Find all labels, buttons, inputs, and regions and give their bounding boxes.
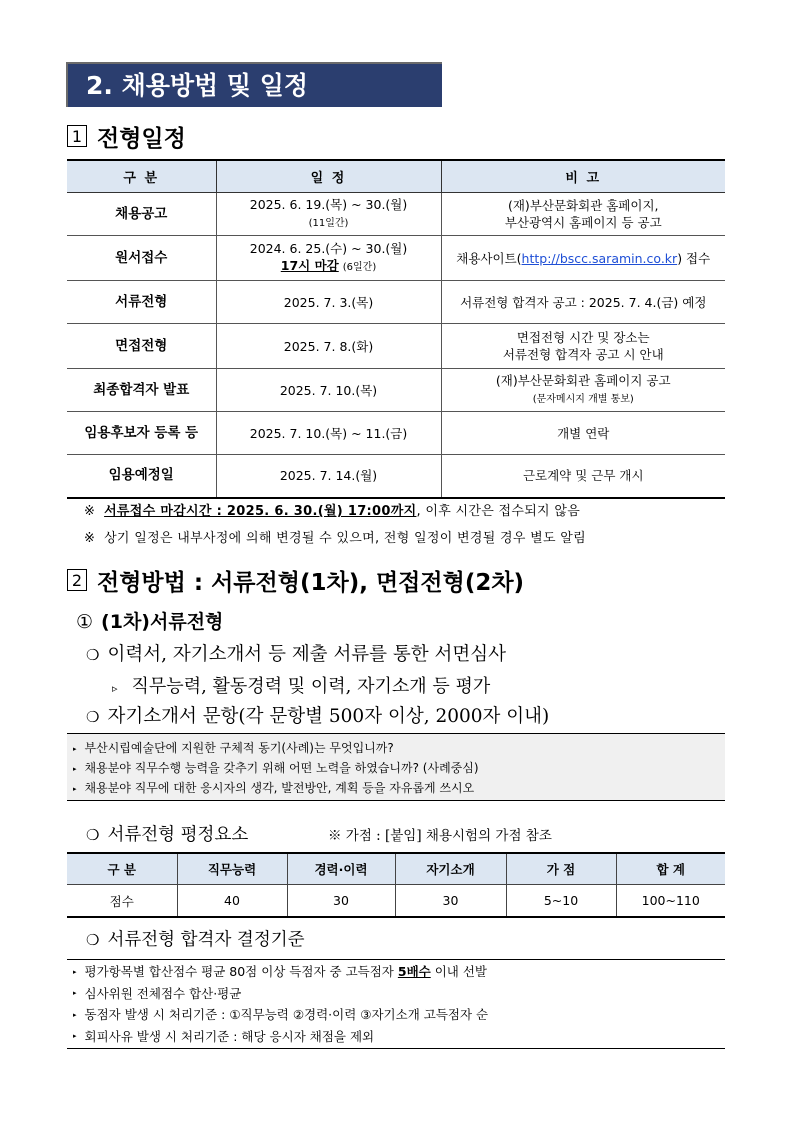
change-note: ※ 상기 일정은 내부사정에 의해 변경될 수 있으며, 전형 일정이 변경될 경우 별도 알림 <box>84 531 587 546</box>
section-heading-method <box>67 565 524 595</box>
row-note: 서류전형 합격자 공고 : 2025. 7. 4.(금) 예정 <box>441 281 725 324</box>
sub-bullet-evaluation: ▹ 직무능력, 활동경력 및 이력, 자기소개 등 평가 <box>112 676 491 697</box>
header-category: 구 분 <box>67 160 216 193</box>
list-item: ▸ 부산시립예술단에 지원한 구체적 동기(사례)는 무엇입니까? <box>73 741 394 755</box>
table-row <box>67 236 725 281</box>
row-note: 채용사이트(http://bscc.saramin.co.kr) 접수 <box>441 236 725 281</box>
bonus-reference-note: ※ 가점 : [붙임] 채용시험의 가점 참조 <box>328 828 552 844</box>
subsection-heading: ① (1차)서류전형 <box>76 611 224 633</box>
list-item: ▸ 채용분야 직무수행 능력을 갖추기 위해 어떤 노력을 하였습니까? (사례중심) <box>73 761 479 775</box>
list-item: ▸ 채용분야 직무에 대한 응시자의 생각, 발전방안, 계획 등을 자유롭게 쓰시오 <box>73 781 475 795</box>
row-category: 최종합격자 발표 <box>67 369 216 412</box>
triangle-bullet-icon: ▸ <box>73 989 77 998</box>
table-cell: 40 <box>177 885 287 918</box>
list-item: ▸ 평가항목별 합산점수 평균 80점 이상 득점자 중 고득점자 5배수 이내 선발 <box>73 964 487 979</box>
list-item: ▸ 동점자 발생 시 처리기준 : ①직무능력 ②경력·이력 ③자기소개 고득점자 순 <box>73 1007 489 1022</box>
row-category: 면접전형 <box>67 324 216 369</box>
header-cell: 합 계 <box>616 853 725 885</box>
section-number-box: 2 <box>67 569 87 591</box>
table-cell: 30 <box>395 885 506 918</box>
triangle-bullet-icon: ▸ <box>73 744 77 753</box>
row-category: 임용예정일 <box>67 455 216 498</box>
section-number-box: 1 <box>67 125 87 147</box>
deadline-note: ※ 서류접수 마감시간 : 2025. 6. 30.(월) 17:00까지, 이후 시간은 접수되지 않음 <box>84 504 581 519</box>
table-row <box>67 455 725 498</box>
table-row <box>67 412 725 455</box>
bullet-self-intro-questions: ❍ 자기소개서 문항(각 문항별 500자 이상, 2000자 이내) <box>86 706 550 727</box>
circle-bullet-icon: ❍ <box>86 708 100 726</box>
circle-bullet-icon: ❍ <box>86 646 100 664</box>
table-header-row <box>67 853 725 885</box>
table-row <box>67 369 725 412</box>
table-cell: 30 <box>287 885 395 918</box>
triangle-bullet-icon: ▹ <box>112 682 118 695</box>
table-row <box>67 324 725 369</box>
header-cell: 구 분 <box>67 853 177 885</box>
row-note: 면접전형 시간 및 장소는 서류전형 합격자 공고 시 안내 <box>441 324 725 369</box>
triangle-bullet-icon: ▸ <box>73 1010 77 1019</box>
triangle-bullet-icon: ▸ <box>73 784 77 793</box>
bullet-document-review: ❍ 이력서, 자기소개서 등 제출 서류를 통한 서면심사 <box>86 644 507 665</box>
row-category: 원서접수 <box>67 236 216 281</box>
header-note: 비 고 <box>441 160 725 193</box>
header-cell: 직무능력 <box>177 853 287 885</box>
table-cell: 점수 <box>67 885 177 918</box>
list-item: ▸ 회피사유 발생 시 처리기준 : 해당 응시자 채점을 제외 <box>73 1028 375 1044</box>
section-heading-schedule <box>67 121 186 151</box>
row-date: 2025. 6. 19.(목) ~ 30.(월) (11일간) <box>216 193 441 236</box>
table-row <box>67 281 725 324</box>
table-row <box>67 885 725 918</box>
circle-bullet-icon: ❍ <box>86 826 100 844</box>
header-cell: 가 점 <box>506 853 616 885</box>
row-category: 서류전형 <box>67 281 216 324</box>
row-date: 2025. 7. 14.(월) <box>216 455 441 498</box>
saramin-link[interactable]: http://bscc.saramin.co.kr <box>521 250 678 266</box>
row-category: 채용공고 <box>67 193 216 236</box>
header-cell: 자기소개 <box>395 853 506 885</box>
questions-box <box>67 733 725 801</box>
criteria-box <box>67 959 725 1049</box>
circle-bullet-icon: ❍ <box>86 931 100 949</box>
triangle-bullet-icon: ▸ <box>73 764 77 773</box>
row-category: 임용후보자 등록 등 <box>67 412 216 455</box>
table-header-row <box>67 160 725 193</box>
row-date: 2025. 7. 10.(목) ~ 11.(금) <box>216 412 441 455</box>
row-note: (재)부산문화회관 홈페이지 공고 (문자메시지 개별 통보) <box>441 369 725 412</box>
section-title: 전형일정 <box>97 125 186 152</box>
table-cell: 5~10 <box>506 885 616 918</box>
section-banner: 2. 채용방법 및 일정 <box>66 62 442 107</box>
header-cell: 경력·이력 <box>287 853 395 885</box>
row-note: 근로계약 및 근무 개시 <box>441 455 725 498</box>
table-row <box>67 193 725 236</box>
criteria-heading: ❍ 서류전형 합격자 결정기준 <box>86 930 305 950</box>
row-note: (재)부산문화회관 홈페이지, 부산광역시 홈페이지 등 공고 <box>441 193 725 236</box>
row-note: 개별 연락 <box>441 412 725 455</box>
schedule-table <box>67 159 725 499</box>
row-date: 2025. 7. 3.(목) <box>216 281 441 324</box>
triangle-bullet-icon: ▸ <box>73 1032 77 1041</box>
score-table <box>67 852 725 918</box>
table-cell: 100~110 <box>616 885 725 918</box>
row-date: 2024. 6. 25.(수) ~ 30.(월) 17시 마감 (6일간) <box>216 236 441 281</box>
list-item: ▸ 심사위원 전체점수 합산·평균 <box>73 985 242 1001</box>
evaluation-heading: ❍ 서류전형 평정요소 <box>86 825 249 845</box>
row-date: 2025. 7. 10.(목) <box>216 369 441 412</box>
section-title: 전형방법 : 서류전형(1차), 면접전형(2차) <box>97 569 525 596</box>
triangle-bullet-icon: ▸ <box>73 967 77 976</box>
header-date: 일 정 <box>216 160 441 193</box>
row-date: 2025. 7. 8.(화) <box>216 324 441 369</box>
